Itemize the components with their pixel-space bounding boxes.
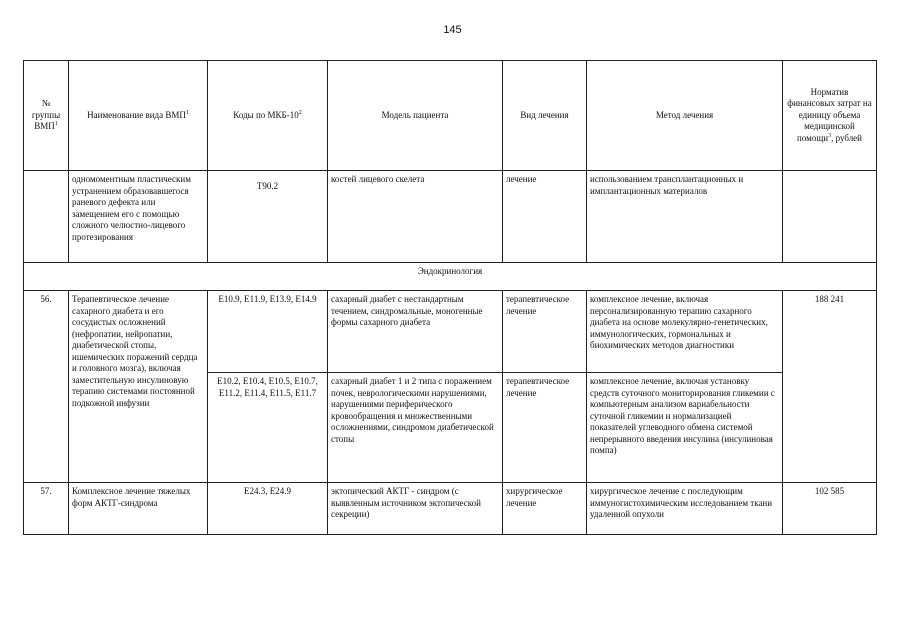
- cell-model: эктопический АКТГ - синдром (с выявленным источником эктопической секреции): [328, 483, 503, 535]
- header-model: Модель пациента: [328, 61, 503, 171]
- section-title: Эндокринология: [24, 263, 877, 291]
- vmp-table: [23, 60, 877, 535]
- cell-codes: T90.2: [208, 171, 328, 263]
- header-codes: Коды по МКБ-$10^2$: [208, 61, 328, 171]
- cell-name: Комплексное лечение тяжелых форм АКТГ-синдрома: [69, 483, 208, 535]
- header-type: Вид лечения: [503, 61, 587, 171]
- cell-name: одномоментным пластическим устранением образовавшегося раневого дефекта или замещением его с помощью сложного челюстно-лицевого протезирования: [69, 171, 208, 263]
- cell-codes: E24.3, E24.9: [208, 483, 328, 535]
- cell-num: 57.: [24, 483, 69, 535]
- table-row: [24, 483, 877, 535]
- cell-codes: E10.2, E10.4, E10.5, E10.7, E11.2, E11.4, E11.5, E11.7: [208, 373, 328, 483]
- table-row: [24, 171, 877, 263]
- cell-model: сахарный диабет 1 и 2 типа с поражением почек, неврологическими нарушениями, нарушениями периферического кровообращения и множественными осложнениями, синдромом диабетической стопы: [328, 373, 503, 483]
- cell-name: Терапевтическое лечение сахарного диабета и его сосудистых осложнений (нефропатии, нейропатии, диабетической стопы, ишемических поражений сердца и головного мозга), включая заместительную инсулиновую терапию системами постоянной подкожной инфузии: [69, 291, 208, 483]
- table-header-row: [24, 61, 877, 171]
- cell-model: сахарный диабет с нестандартным течением, синдромальные, моногенные формы сахарного диабета: [328, 291, 503, 373]
- cell-type: терапевтическое лечение: [503, 291, 587, 373]
- cell-num: [24, 171, 69, 263]
- header-num: № группы ВМП$^1$: [24, 61, 69, 171]
- page-number: 145: [443, 24, 462, 36]
- section-row: [24, 263, 877, 291]
- cell-model: костей лицевого скелета: [328, 171, 503, 263]
- cell-codes: E10.9, E11.9, E13.9, E14.9: [208, 291, 328, 373]
- table-row: [24, 291, 877, 373]
- header-cost: Норматив финансовых затрат на единицу объема медицинской помощи$^3$, рублей: [783, 61, 877, 171]
- header-name: Наименование вида ВМП$^1$: [69, 61, 208, 171]
- cell-cost: [783, 171, 877, 263]
- cell-method: хирургическое лечение с последующим иммуногистохимическим исследованием ткани удаленной опухоли: [587, 483, 783, 535]
- cell-method: использованием трансплантационных и имплантационных материалов: [587, 171, 783, 263]
- cell-type: лечение: [503, 171, 587, 263]
- header-method: Метод лечения: [587, 61, 783, 171]
- cell-type: терапевтическое лечение: [503, 373, 587, 483]
- cell-method: комплексное лечение, включая установку средств суточного мониторирования гликемии с компьютерным анализом вариабельности суточной гликемии и нормализацией показателей углеводного обмена системой непрерывного введения инсулина (инсулиновая помпа): [587, 373, 783, 483]
- cell-cost: 102 585: [783, 483, 877, 535]
- cell-num: 56.: [24, 291, 69, 483]
- cell-cost: 188 241: [783, 291, 877, 483]
- cell-type: хирургическое лечение: [503, 483, 587, 535]
- cell-method: комплексное лечение, включая персонализированную терапию сахарного диабета на основе молекулярно-генетических, иммунологических, гормональных и биохимических методов диагностики: [587, 291, 783, 373]
